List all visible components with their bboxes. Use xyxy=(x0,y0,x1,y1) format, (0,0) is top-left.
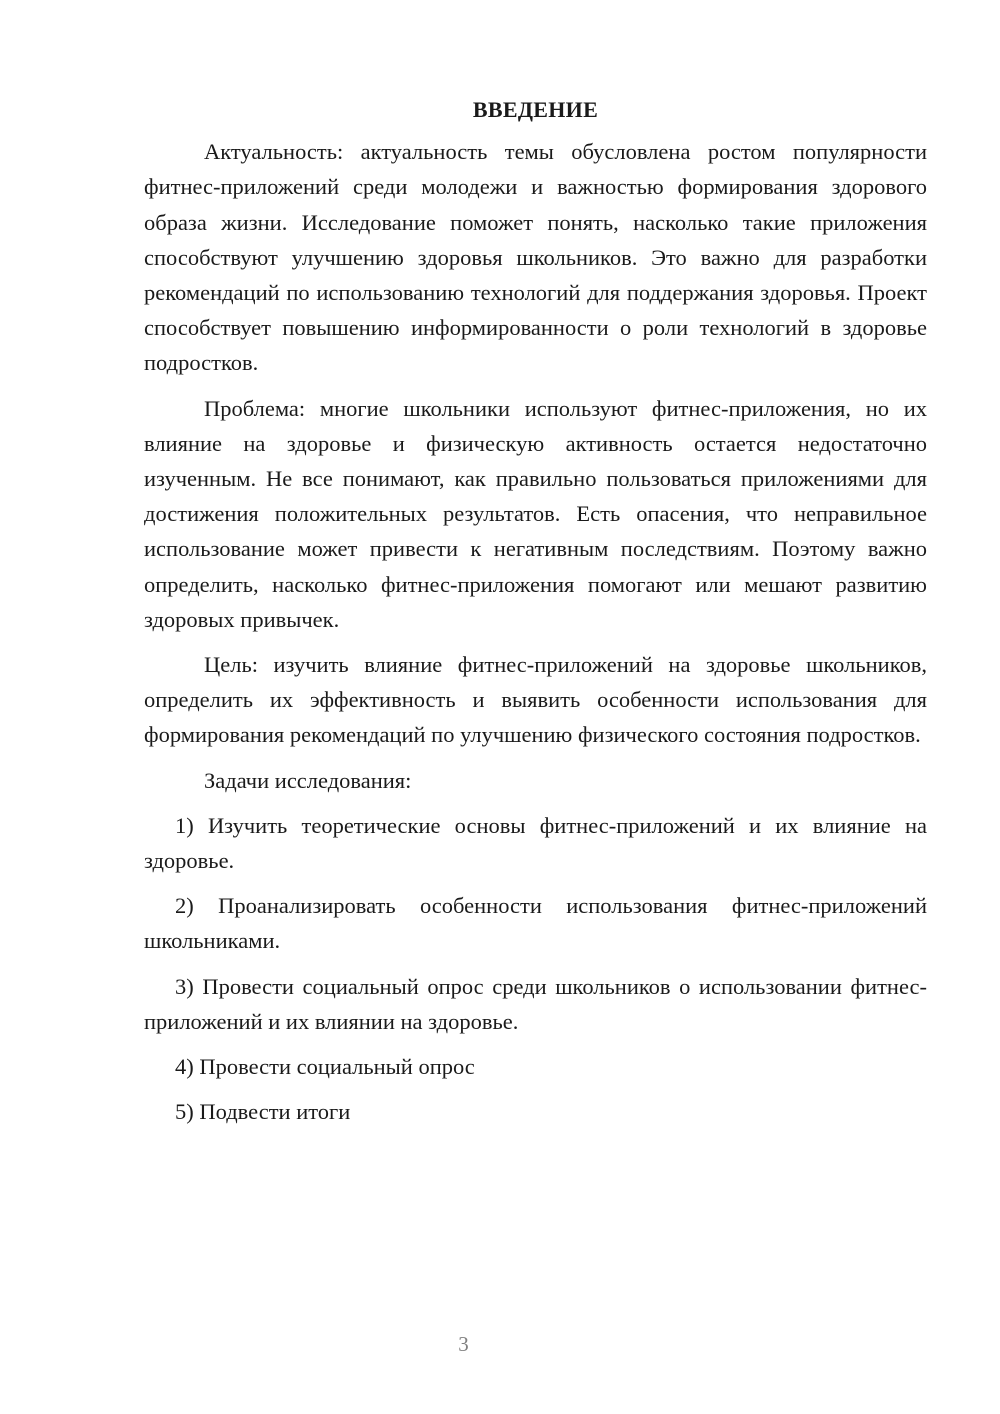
paragraph-problem: Проблема: многие школьники используют фитнес-приложения, но их влияние на здоровье и физическую активность остается недостаточно изученным. Не все понимают, как правильно пользоваться приложениями для достижения положительных результатов. Есть опасения, что неправильное использование может привести к негативным последствиям. Поэтому важно определить, насколько фитнес-приложения помогают или мешают развитию здоровых привычек. xyxy=(144,395,927,632)
page-number: 3 xyxy=(458,1332,469,1356)
section-heading: ВВЕДЕНИЕ xyxy=(472,97,599,122)
task-item-4: 4) Провести социальный опрос xyxy=(175,1054,475,1080)
task-item-2: 2) Проанализировать особенности использования фитнес-приложений школьниками. xyxy=(144,893,927,954)
tasks-title: Задачи исследования: xyxy=(204,767,412,793)
task-item-5: 5) Подвести итоги xyxy=(175,1099,351,1125)
task-item-1: 1) Изучить теоретические основы фитнес-приложений и их влияние на здоровье. xyxy=(144,812,927,874)
task-item-3: 3) Провести социальный опрос среди школьников о использовании фитнес-приложений и их влиянии на здоровье. xyxy=(144,973,927,1034)
paragraph-relevance: Актуальность: актуальность темы обусловлена ростом популярности фитнес-приложений среди молодежи и важностью формирования здорового образа жизни. Исследование поможет понять, насколько такие приложения способствуют улучшению здоровья школьников. Это важно для разработки рекомендаций по использованию технологий для поддержания здоровья. Проект способствует повышению информированности о роли технологий в здоровье подростков. xyxy=(144,139,927,376)
page-content xyxy=(144,92,927,1139)
paragraph-goal: Цель: изучить влияние фитнес-приложений на здоровье школьников, определить их эффективность и выявить особенности использования для формирования рекомендаций по улучшению физического состояния подростков. xyxy=(144,652,927,748)
